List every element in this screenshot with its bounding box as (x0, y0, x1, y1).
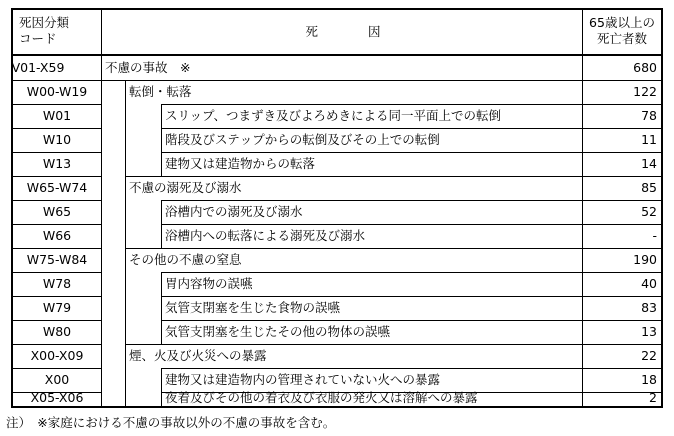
row-cause: 夜着及びその他の着衣及び衣服の発火又は溶解への暴露 (165, 390, 478, 405)
row-code: W00-W19 (26, 84, 88, 99)
row-count: 78 (641, 108, 657, 123)
row-line (125, 176, 661, 177)
row-line (161, 128, 661, 129)
row-count: 85 (641, 180, 657, 195)
row-code: V01-X59 (11, 60, 65, 75)
row-cause: 不慮の溺死及び溺水 (129, 180, 242, 195)
row-cause: 建物又は建造物内の管理されていない火への暴露 (165, 372, 441, 387)
row-line (13, 368, 101, 369)
indent-divider-level1 (125, 80, 126, 406)
table-footnote: 注） ※家庭における不慮の事故以外の不慮の事故を含む。 (6, 415, 336, 430)
row-line (161, 224, 661, 225)
row-code: X00 (44, 372, 70, 387)
row-line (13, 296, 101, 297)
row-code: W65 (42, 204, 72, 219)
row-cause: その他の不慮の窒息 (129, 252, 242, 267)
header-code-line2: コード (19, 31, 57, 46)
row-code: W65-W74 (26, 180, 88, 195)
header-bottom-line (13, 54, 661, 56)
row-code: W75-W84 (26, 252, 88, 267)
row-code: W78 (42, 276, 72, 291)
row-line (161, 296, 661, 297)
row-line (13, 320, 101, 321)
row-line (161, 104, 661, 105)
row-cause: 転倒・転落 (129, 84, 192, 99)
row-count: 11 (641, 132, 657, 147)
indent-divider-level2-d (161, 368, 162, 406)
header-count-line2: 死亡者数 (596, 31, 647, 46)
header-code-label (19, 15, 69, 47)
row-line (161, 200, 661, 201)
row-line (13, 224, 101, 225)
header-count-line1: 65歳以上の (589, 15, 655, 30)
row-count: 122 (633, 84, 657, 99)
row-cause: 建物又は建造物からの転落 (165, 156, 316, 171)
header-code-line1: 死因分類 (19, 15, 70, 30)
row-line (13, 128, 101, 129)
row-code: W66 (42, 228, 72, 243)
row-code: W13 (42, 156, 72, 171)
row-line (13, 344, 101, 345)
row-line (13, 176, 101, 177)
row-line (161, 320, 661, 321)
row-cause: スリップ、つまずき及びよろめきによる同一平面上での転倒 (165, 108, 502, 123)
row-cause: 不慮の事故 ※ (105, 60, 191, 75)
row-count: 14 (641, 156, 657, 171)
row-count: 18 (641, 372, 657, 387)
row-code: X00-X09 (30, 348, 84, 363)
row-code: W10 (42, 132, 72, 147)
row-count: 190 (633, 252, 657, 267)
row-count: 22 (641, 348, 657, 363)
row-line (161, 272, 661, 273)
row-line (161, 152, 661, 153)
row-count: 83 (641, 300, 657, 315)
row-line (161, 368, 661, 369)
row-cause: 気管支閉塞を生じた食物の誤嚥 (165, 300, 341, 315)
row-line (13, 80, 661, 81)
header-count-label (584, 15, 660, 47)
death-cause-table (11, 8, 663, 408)
row-line (13, 248, 101, 249)
row-code: W79 (42, 300, 72, 315)
row-cause: 煙、火及び火災への暴露 (129, 348, 267, 363)
row-count: 52 (641, 204, 657, 219)
row-cause: 気管支閉塞を生じたその他の物体の誤嚥 (165, 324, 391, 339)
row-count: - (652, 228, 657, 243)
row-line (125, 248, 661, 249)
col-divider-code (101, 10, 102, 406)
row-code: W01 (42, 108, 72, 123)
row-cause: 浴槽内への転落による溺死及び溺水 (165, 228, 366, 243)
row-line (13, 200, 101, 201)
row-count: 40 (641, 276, 657, 291)
row-cause: 胃内容物の誤嚥 (165, 276, 253, 291)
indent-divider-level2-c (161, 272, 162, 344)
row-line (125, 344, 661, 345)
row-count: 13 (641, 324, 657, 339)
row-line (13, 152, 101, 153)
row-cause: 浴槽内での溺死及び溺水 (165, 204, 303, 219)
row-code: X05-X06 (30, 390, 84, 405)
indent-divider-level2-a (161, 104, 162, 176)
header-cause-label: 死 因 (305, 24, 381, 39)
row-line (13, 272, 101, 273)
row-line (13, 104, 101, 105)
row-code: W80 (42, 324, 72, 339)
row-cause: 階段及びステップからの転倒及びその上での転倒 (165, 132, 440, 147)
row-count: 680 (633, 60, 657, 75)
row-count: 2 (649, 390, 657, 405)
